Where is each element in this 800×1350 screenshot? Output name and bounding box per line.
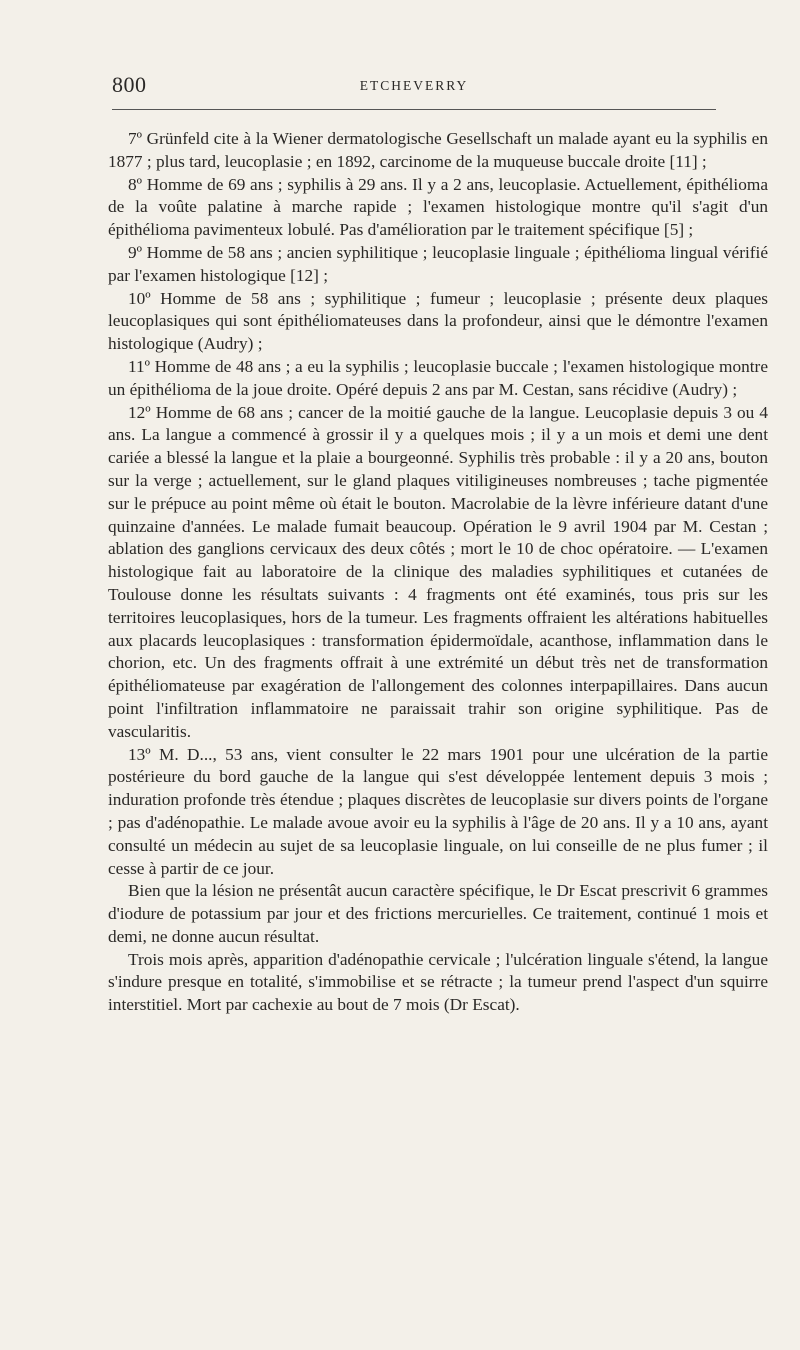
paragraph-case-7: 7º Grünfeld cite à la Wiener dermatologische Gesellschaft un malade ayant eu la syphilis en 1877 ; plus tard, leucoplasie ; en 1892, carcinome de la muqueuse buccale droite [11] ; [108, 129, 768, 171]
paragraph-case-12: 12º Homme de 68 ans ; cancer de la moitié gauche de la langue. Leucoplasie depuis 3 ou 4 ans. La langue a commencé à grossir il y a quelques mois ; il y a un mois et demi une dent cariée a blessé la langue et la plaie a bourgeonné. Syphilis très probable : il y a 20 ans, bouton sur la verge ; actuellement, sur le gland plaques vitiligineuses nombreuses ; tache pigmentée sur le prépuce au point même où était le bouton. Macrolabie de la lèvre inférieure datant d'une quinzaine d'années. Le malade fumait beaucoup. Opération le 9 avril 1904 par M. Cestan ; ablation des ganglions cervicaux des deux côtés ; mort le 10 de choc opératoire. — L'examen histologique fait au laboratoire de la clinique des maladies syphilitiques et cutanées de Toulouse donne les résultats suivants : 4 fragments ont été examinés, tous pris sur les territoires leucoplasiques, hors de la tumeur. Les fragments offraient les altérations habituelles aux placards leucoplasiques : transformation épidermoïdale, acanthose, inflammation dans le chorion, etc. Un des fragments offrait à une extrémité un début très net de transformation épithéliomateuse par exagération de l'allongement des colonnes interpapillaires. Dans aucun point l'infiltration inflammatoire ne paraissait trahir son origine syphilitique. Pas de vascularitis. [108, 402, 768, 741]
paragraph-outcome: Trois mois après, apparition d'adénopathie cervicale ; l'ulcération linguale s'étend, la langue s'indure presque en totalité, s'immobilise et se rétracte ; la tumeur prend l'aspect d'un squirre interstitiel. Mort par cachexie au bout de 7 mois (Dr Escat). [108, 949, 768, 1015]
running-head: ETCHEVERRY [359, 78, 469, 93]
paragraph-case-13: 13º M. D..., 53 ans, vient consulter le 22 mars 1901 pour une ulcération de la partie postérieure du bord gauche de la langue qui s'est développée lentement depuis 3 mois ; induration profonde très étendue ; plaques discrètes de leucoplasie sur divers points de l'organe ; pas d'adénopathie. Le malade avoue avoir eu la syphilis à l'âge de 20 ans. Il y a 10 ans, ayant consulté un médecin au sujet de sa leucoplasie linguale, on lui conseille de ne plus fumer ; il cesse à partir de ce jour. [108, 744, 768, 878]
body-text [108, 128, 768, 1017]
page-number: 800 [112, 72, 147, 97]
paragraph-case-11: 11º Homme de 48 ans ; a eu la syphilis ; leucoplasie buccale ; l'examen histologique montre un épithélioma de la joue droite. Opéré depuis 2 ans par M. Cestan, sans récidive (Audry) ; [108, 356, 768, 399]
paragraph-case-9: 9º Homme de 58 ans ; ancien syphilitique ; leucoplasie linguale ; épithélioma lingual vérifié par l'examen histologique [12] ; [108, 242, 768, 285]
page-header [112, 72, 716, 102]
paragraph-treatment: Bien que la lésion ne présentât aucun caractère spécifique, le Dr Escat prescrivit 6 grammes d'iodure de potassium par jour et des frictions mercurielles. Ce traitement, continué 1 mois et demi, ne donne aucun résultat. [108, 881, 768, 946]
paragraph-case-10: 10º Homme de 58 ans ; syphilitique ; fumeur ; leucoplasie ; présente deux plaques leucoplasiques qui sont épithéliomateuses dans la profondeur, ainsi que le démontre l'examen histologique (Audry) ; [108, 288, 768, 354]
header-rule [112, 109, 716, 110]
paragraph-case-8: 8º Homme de 69 ans ; syphilis à 29 ans. Il y a 2 ans, leucoplasie. Actuellement, épithélioma de la voûte palatine à marche rapide ; l'examen histologique montre qu'il s'agit d'un épithélioma pavimenteux lobulé. Pas d'amélioration par le traitement spécifique [5] ; [108, 174, 768, 240]
